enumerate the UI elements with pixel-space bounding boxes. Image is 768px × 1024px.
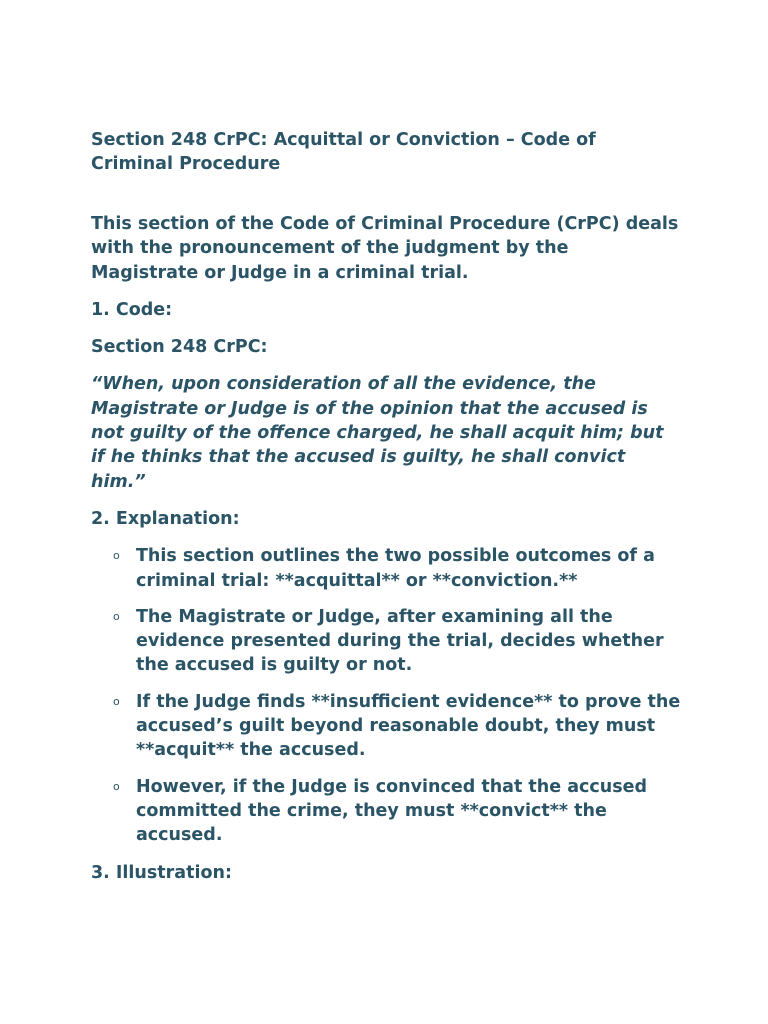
list-item-text: If the Judge finds **insufficient evidence** to prove the accused’s guilt beyond reasonable doubt, they must **acquit** the accused. bbox=[136, 691, 681, 761]
bullet-icon: o bbox=[113, 694, 120, 708]
list-item bbox=[91, 775, 681, 848]
list-item bbox=[91, 690, 681, 763]
section-quote: “When, upon consideration of all the evidence, the Magistrate or Judge is of the opinion that the accused is not guilty of the offence charged, he shall acquit him; but if he thinks that the accused is guilty, he shall convict him.” bbox=[91, 374, 664, 492]
code-heading: 1. Code: bbox=[91, 299, 173, 320]
explanation-heading: 2. Explanation: bbox=[91, 508, 240, 529]
intro-paragraph: This section of the Code of Criminal Procedure (CrPC) deals with the pronouncement of the judgment by the Magistrate or Judge in a criminal trial. bbox=[91, 214, 679, 283]
bullet-icon: o bbox=[113, 549, 120, 563]
illustration-heading: 3. Illustration: bbox=[91, 862, 232, 883]
list-item bbox=[91, 605, 681, 678]
list-item-text: However, if the Judge is convinced that the accused committed the crime, they must **convict** the accused. bbox=[136, 776, 648, 846]
section-label: Section 248 CrPC: bbox=[91, 337, 268, 358]
document-page bbox=[91, 128, 681, 885]
document-title: Section 248 CrPC: Acquittal or Conviction – Code of Criminal Procedure bbox=[91, 130, 596, 174]
list-item-text: This section outlines the two possible outcomes of a criminal trial: **acquittal** or **conviction.** bbox=[136, 546, 655, 591]
bullet-icon: o bbox=[113, 779, 120, 793]
explanation-list bbox=[91, 544, 681, 847]
list-item bbox=[91, 544, 681, 593]
bullet-icon: o bbox=[113, 609, 120, 623]
list-item-text: The Magistrate or Judge, after examining all the evidence presented during the trial, decides whether the accused is guilty or not. bbox=[136, 606, 664, 676]
